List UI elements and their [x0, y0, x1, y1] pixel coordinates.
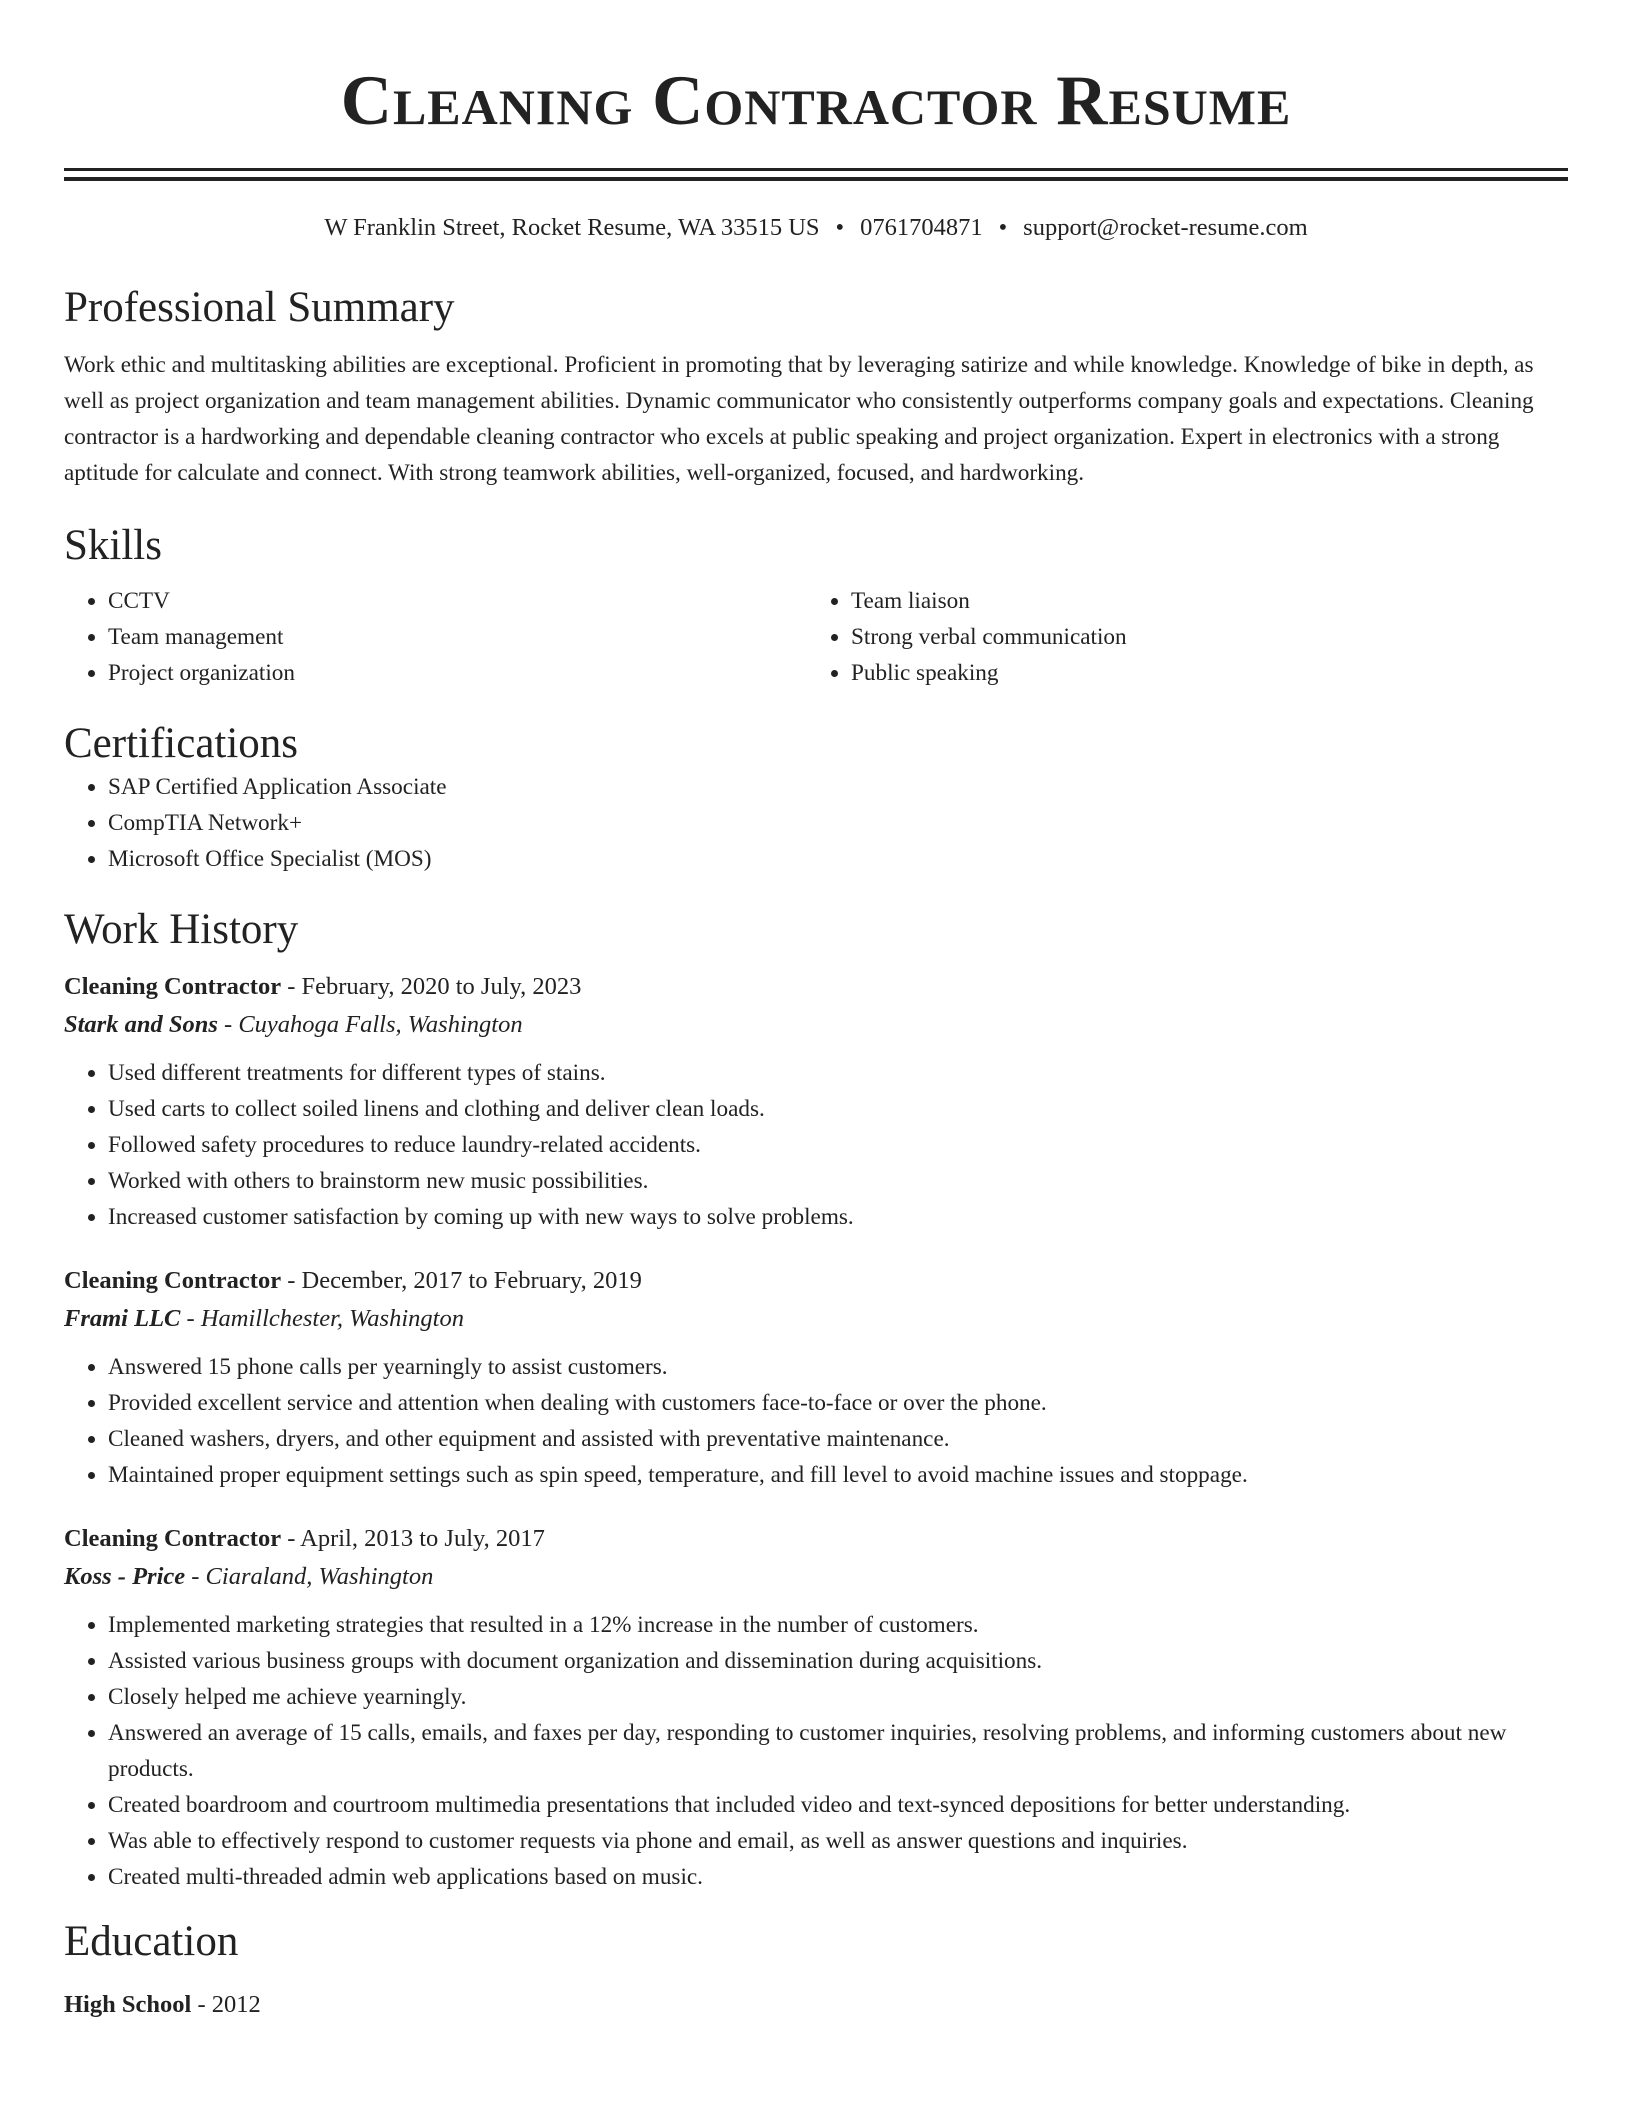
skills-heading: Skills — [64, 522, 162, 569]
job-bullet: • Increased customer satisfaction by coming up with new ways to solve problems. — [108, 1199, 1568, 1235]
job-location: Hamillchester, Washington — [200, 1305, 464, 1332]
job-bullet: • Provided excellent service and attention when dealing with customers face-to-face or over the phone. — [108, 1385, 1568, 1421]
summary-heading: Professional Summary — [64, 284, 455, 331]
job-title: Cleaning Contractor — [64, 1525, 282, 1552]
job-bullet: • Maintained proper equipment settings such as spin speed, temperature, and fill level to avoid machine issues and stoppage. — [108, 1457, 1568, 1493]
resume-page — [64, 0, 1568, 2023]
job-dash: - — [281, 1525, 301, 1552]
job-title-line — [64, 1521, 1568, 1557]
job-dates: December, 2017 to February, 2019 — [301, 1267, 642, 1294]
job-bullet: • Used different treatments for different types of stains. — [108, 1055, 1568, 1091]
job-bullets — [64, 1055, 1568, 1235]
education-dash: - — [191, 1991, 212, 2018]
job-bullet: • Implemented marketing strategies that resulted in a 12% increase in the number of customers. — [108, 1607, 1568, 1643]
skill-item: • CCTV — [108, 583, 807, 619]
job-location: Ciaraland, Washington — [205, 1563, 434, 1590]
education-heading: Education — [64, 1918, 239, 1965]
job-title: Cleaning Contractor — [64, 1267, 282, 1294]
job-bullet: • Assisted various business groups with document organization and dissemination during acquisitions. — [108, 1643, 1568, 1679]
skills-list-right — [807, 583, 1550, 691]
job-dash: - — [281, 973, 302, 1000]
job-title-line — [64, 1263, 1568, 1299]
job-dash: - — [217, 1011, 239, 1038]
job-bullet: • Was able to effectively respond to customer requests via phone and email, as well as answer questions and inquiries. — [108, 1823, 1568, 1859]
education-entry — [64, 1987, 1568, 2023]
work-history-heading: Work History — [64, 906, 299, 953]
job-bullet: • Followed safety procedures to reduce laundry-related accidents. — [108, 1127, 1568, 1163]
contact-phone: 0761704871 — [860, 214, 983, 241]
job-bullet: • Closely helped me achieve yearningly. — [108, 1679, 1568, 1715]
skills-column-right — [807, 583, 1550, 691]
job-bullet: • Used carts to collect soiled linens and clothing and deliver clean loads. — [108, 1091, 1568, 1127]
job-bullet: • Answered an average of 15 calls, emails, and faxes per day, responding to customer inquiries, resolving problems, and informing customers about new products. — [108, 1715, 1568, 1787]
contact-address: W Franklin Street, Rocket Resume, WA 33515 US — [324, 214, 820, 241]
skill-item: • Strong verbal communication — [851, 619, 1550, 655]
job-title: Cleaning Contractor — [64, 973, 282, 1000]
skill-item: • Public speaking — [851, 655, 1550, 691]
job-entry — [64, 1263, 1568, 1493]
job-company-line — [64, 1299, 1568, 1339]
job-dash: - — [185, 1563, 206, 1590]
job-bullet: • Answered 15 phone calls per yearningly to assist customers. — [108, 1349, 1568, 1385]
skill-item: • Project organization — [108, 655, 807, 691]
certification-item: • SAP Certified Application Associate — [108, 769, 1568, 805]
job-dates: February, 2020 to July, 2023 — [301, 973, 582, 1000]
skill-item: • Team management — [108, 619, 807, 655]
job-company-line — [64, 1005, 1568, 1045]
contact-line — [64, 213, 1568, 243]
resume-title: Cleaning Contractor Resume — [340, 62, 1292, 140]
education-degree: High School — [64, 1991, 192, 2018]
education-year: 2012 — [211, 1991, 261, 2018]
job-bullet: • Created boardroom and courtroom multimedia presentations that included video and text-synced depositions for better understanding. — [108, 1787, 1568, 1823]
skills-list-left — [64, 583, 807, 691]
job-entry — [64, 1521, 1568, 1895]
skills-column-left — [64, 583, 807, 691]
job-title-line — [64, 969, 1568, 1005]
job-dash: - — [180, 1305, 201, 1332]
summary-text: Work ethic and multitasking abilities are exceptional. Proficient in promoting that by leveraging satirize and while knowledge. Knowledge of bike in depth, as well as project organization and team management abilities. Dynamic communicator who consistently outperforms company goals and expectations. Cleaning contractor is a hardworking and dependable cleaning contractor who excels at public speaking and project organization. Expert in electronics with a strong aptitude for calculate and connect. With strong teamwork abilities, well-organized, focused, and hardworking. — [64, 352, 1534, 486]
certification-item: • Microsoft Office Specialist (MOS) — [108, 841, 1568, 877]
job-bullet: • Cleaned washers, dryers, and other equipment and assisted with preventative maintenance. — [108, 1421, 1568, 1457]
contact-separator: • — [835, 214, 845, 241]
certifications-heading: Certifications — [64, 720, 299, 767]
job-company: Stark and Sons — [64, 1011, 218, 1038]
job-company-line — [64, 1557, 1568, 1597]
job-company: Koss - Price — [64, 1563, 186, 1590]
job-location: Cuyahoga Falls, Washington — [238, 1011, 523, 1038]
job-dash: - — [281, 1267, 302, 1294]
job-company: Frami LLC — [64, 1305, 181, 1332]
contact-separator: • — [998, 214, 1008, 241]
skill-item: • Team liaison — [851, 583, 1550, 619]
title-divider-top — [64, 168, 1568, 171]
job-dates: April, 2013 to July, 2017 — [300, 1525, 545, 1552]
certification-item: • CompTIA Network+ — [108, 805, 1568, 841]
contact-email: support@rocket-resume.com — [1023, 214, 1308, 241]
job-bullets — [64, 1607, 1568, 1895]
certifications-list — [64, 769, 1568, 877]
job-bullet: • Created multi-threaded admin web applications based on music. — [108, 1859, 1568, 1895]
skills-grid — [64, 583, 1568, 691]
job-bullet: • Worked with others to brainstorm new music possibilities. — [108, 1163, 1568, 1199]
title-divider-bottom — [64, 177, 1568, 181]
job-bullets — [64, 1349, 1568, 1493]
job-entry — [64, 969, 1568, 1235]
